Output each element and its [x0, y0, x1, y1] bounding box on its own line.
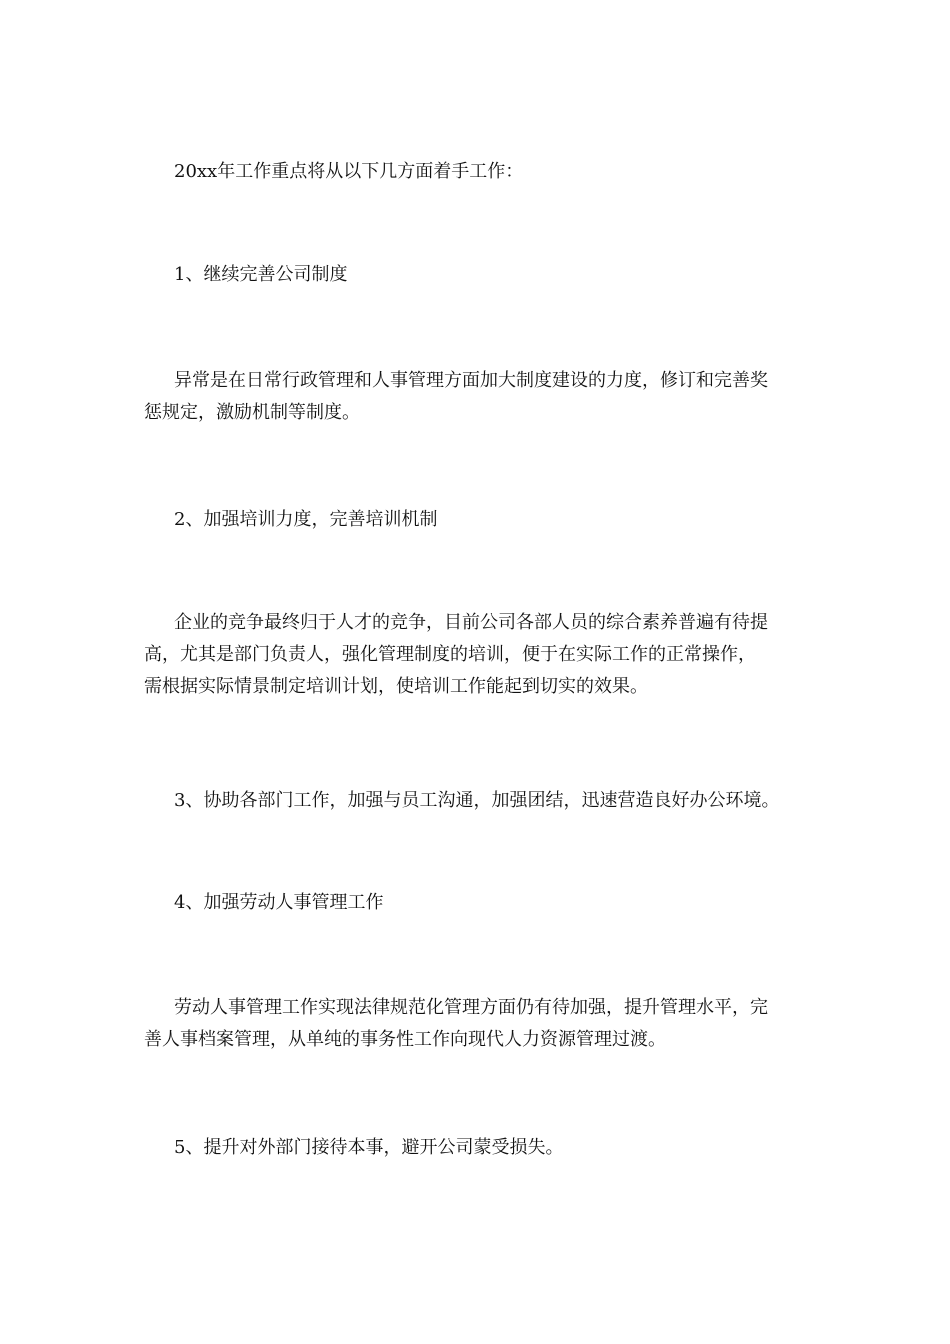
item-1-body-line-1: 异常是在日常行政管理和人事管理方面加大制度建设的力度，修订和完善奖 — [174, 370, 768, 391]
item-2-body — [144, 607, 814, 703]
item-2-body-line-2: 高，尤其是部门负责人，强化管理制度的培训，便于在实际工作的正常操作， — [144, 644, 756, 665]
item-3-heading: 3、协助各部门工作，加强与员工沟通，加强团结，迅速营造良好办公环境。 — [174, 790, 780, 811]
item-2-body-line-1: 企业的竞争最终归于人才的竞争，目前公司各部人员的综合素养普遍有待提 — [174, 612, 768, 633]
item-2-body-line-3: 需根据实际情景制定培训计划，使培训工作能起到切实的效果。 — [144, 676, 648, 697]
item-5-heading: 5、提升对外部门接待本事，避开公司蒙受损失。 — [174, 1137, 564, 1158]
item-4-heading: 4、加强劳动人事管理工作 — [174, 892, 384, 913]
item-2-heading: 2、加强培训力度，完善培训机制 — [174, 509, 438, 530]
intro-line: 20xx年工作重点将从以下几方面着手工作： — [174, 161, 524, 182]
item-1-body-line-2: 惩规定，激励机制等制度。 — [144, 402, 360, 423]
item-4-body-line-2: 善人事档案管理，从单纯的事务性工作向现代人力资源管理过渡。 — [144, 1029, 666, 1050]
item-4-body-line-1: 劳动人事管理工作实现法律规范化管理方面仍有待加强，提升管理水平，完 — [174, 997, 768, 1018]
item-1-heading: 1、继续完善公司制度 — [174, 264, 348, 285]
item-1-body — [144, 365, 814, 429]
item-4-body — [144, 992, 814, 1056]
